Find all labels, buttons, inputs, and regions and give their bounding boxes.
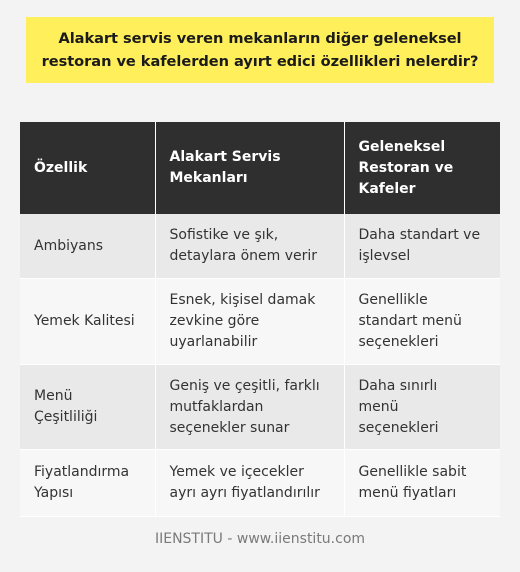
cell-line: Sofistike ve şık,: [169, 227, 279, 243]
table-row: [20, 214, 500, 279]
cell-line: Genellikle: [358, 292, 428, 308]
cell-line: Genellikle sabit: [358, 464, 467, 480]
cell-alakart: [155, 214, 344, 279]
title-banner: [26, 17, 494, 83]
header-line: Mekanları: [169, 170, 248, 186]
cell-line: Yapısı: [34, 485, 74, 501]
cell-line: Esnek, kişisel damak: [169, 292, 316, 308]
cell-line: uyarlanabilir: [169, 334, 258, 350]
cell-line: mutfaklardan: [169, 398, 264, 415]
cell-line: Çeşitliliği: [34, 409, 98, 425]
header-line: Restoran ve: [358, 159, 454, 176]
title-line: restoran ve kafelerden ayırt edici özellikleri nelerdir?: [41, 53, 479, 70]
header-line: Kafeler: [358, 180, 416, 197]
header-feature: [20, 122, 155, 214]
table-row: [20, 279, 500, 365]
cell-line: menü: [358, 398, 399, 415]
cell-line: seçenekleri: [358, 334, 439, 350]
cell-line: seçenekler sunar: [169, 419, 290, 436]
cell-feature: [20, 450, 155, 517]
table-row: [20, 365, 500, 450]
cell-alakart: [155, 279, 344, 365]
cell-line: zevkine göre: [169, 313, 260, 329]
cell-line: Yemek Kalitesi: [34, 313, 135, 329]
cell-feature: [20, 279, 155, 365]
cell-traditional: [344, 279, 500, 365]
header-alakart: [155, 122, 344, 214]
cell-line: Yemek ve içecekler: [169, 464, 304, 480]
cell-feature: [20, 214, 155, 279]
header-line: Geleneksel: [358, 138, 446, 155]
cell-line: detaylara önem verir: [169, 248, 318, 264]
cell-line: Geniş ve çeşitli, farklı: [169, 377, 320, 394]
cell-line: Menü: [34, 388, 73, 404]
cell-feature: [20, 365, 155, 450]
cell-line: işlevsel: [358, 248, 411, 264]
cell-line: menü fiyatları: [358, 485, 457, 501]
cell-line: seçenekleri: [358, 419, 439, 436]
table-row: [20, 450, 500, 517]
cell-alakart: [155, 365, 344, 450]
cell-alakart: [155, 450, 344, 517]
footer-source: IIENSTITU - www.iienstitu.com: [154, 531, 366, 547]
cell-traditional: [344, 214, 500, 279]
cell-traditional: [344, 365, 500, 450]
cell-traditional: [344, 450, 500, 517]
title-line: Alakart servis veren mekanların diğer geleneksel: [58, 30, 462, 47]
cell-line: Daha standart ve: [358, 227, 481, 243]
cell-line: ayrı ayrı fiyatlandırılır: [169, 485, 320, 501]
cell-line: Ambiyans: [34, 237, 104, 254]
header-line: Özellik: [34, 159, 88, 176]
table-header-row: [20, 122, 500, 214]
cell-line: Daha sınırlı: [358, 377, 438, 394]
comparison-table: [20, 122, 500, 517]
header-line: Alakart Servis: [169, 149, 281, 165]
header-traditional: [344, 122, 500, 214]
cell-line: Fiyatlandırma: [34, 464, 130, 480]
page-title: [42, 27, 479, 73]
cell-line: standart menü: [358, 313, 462, 329]
